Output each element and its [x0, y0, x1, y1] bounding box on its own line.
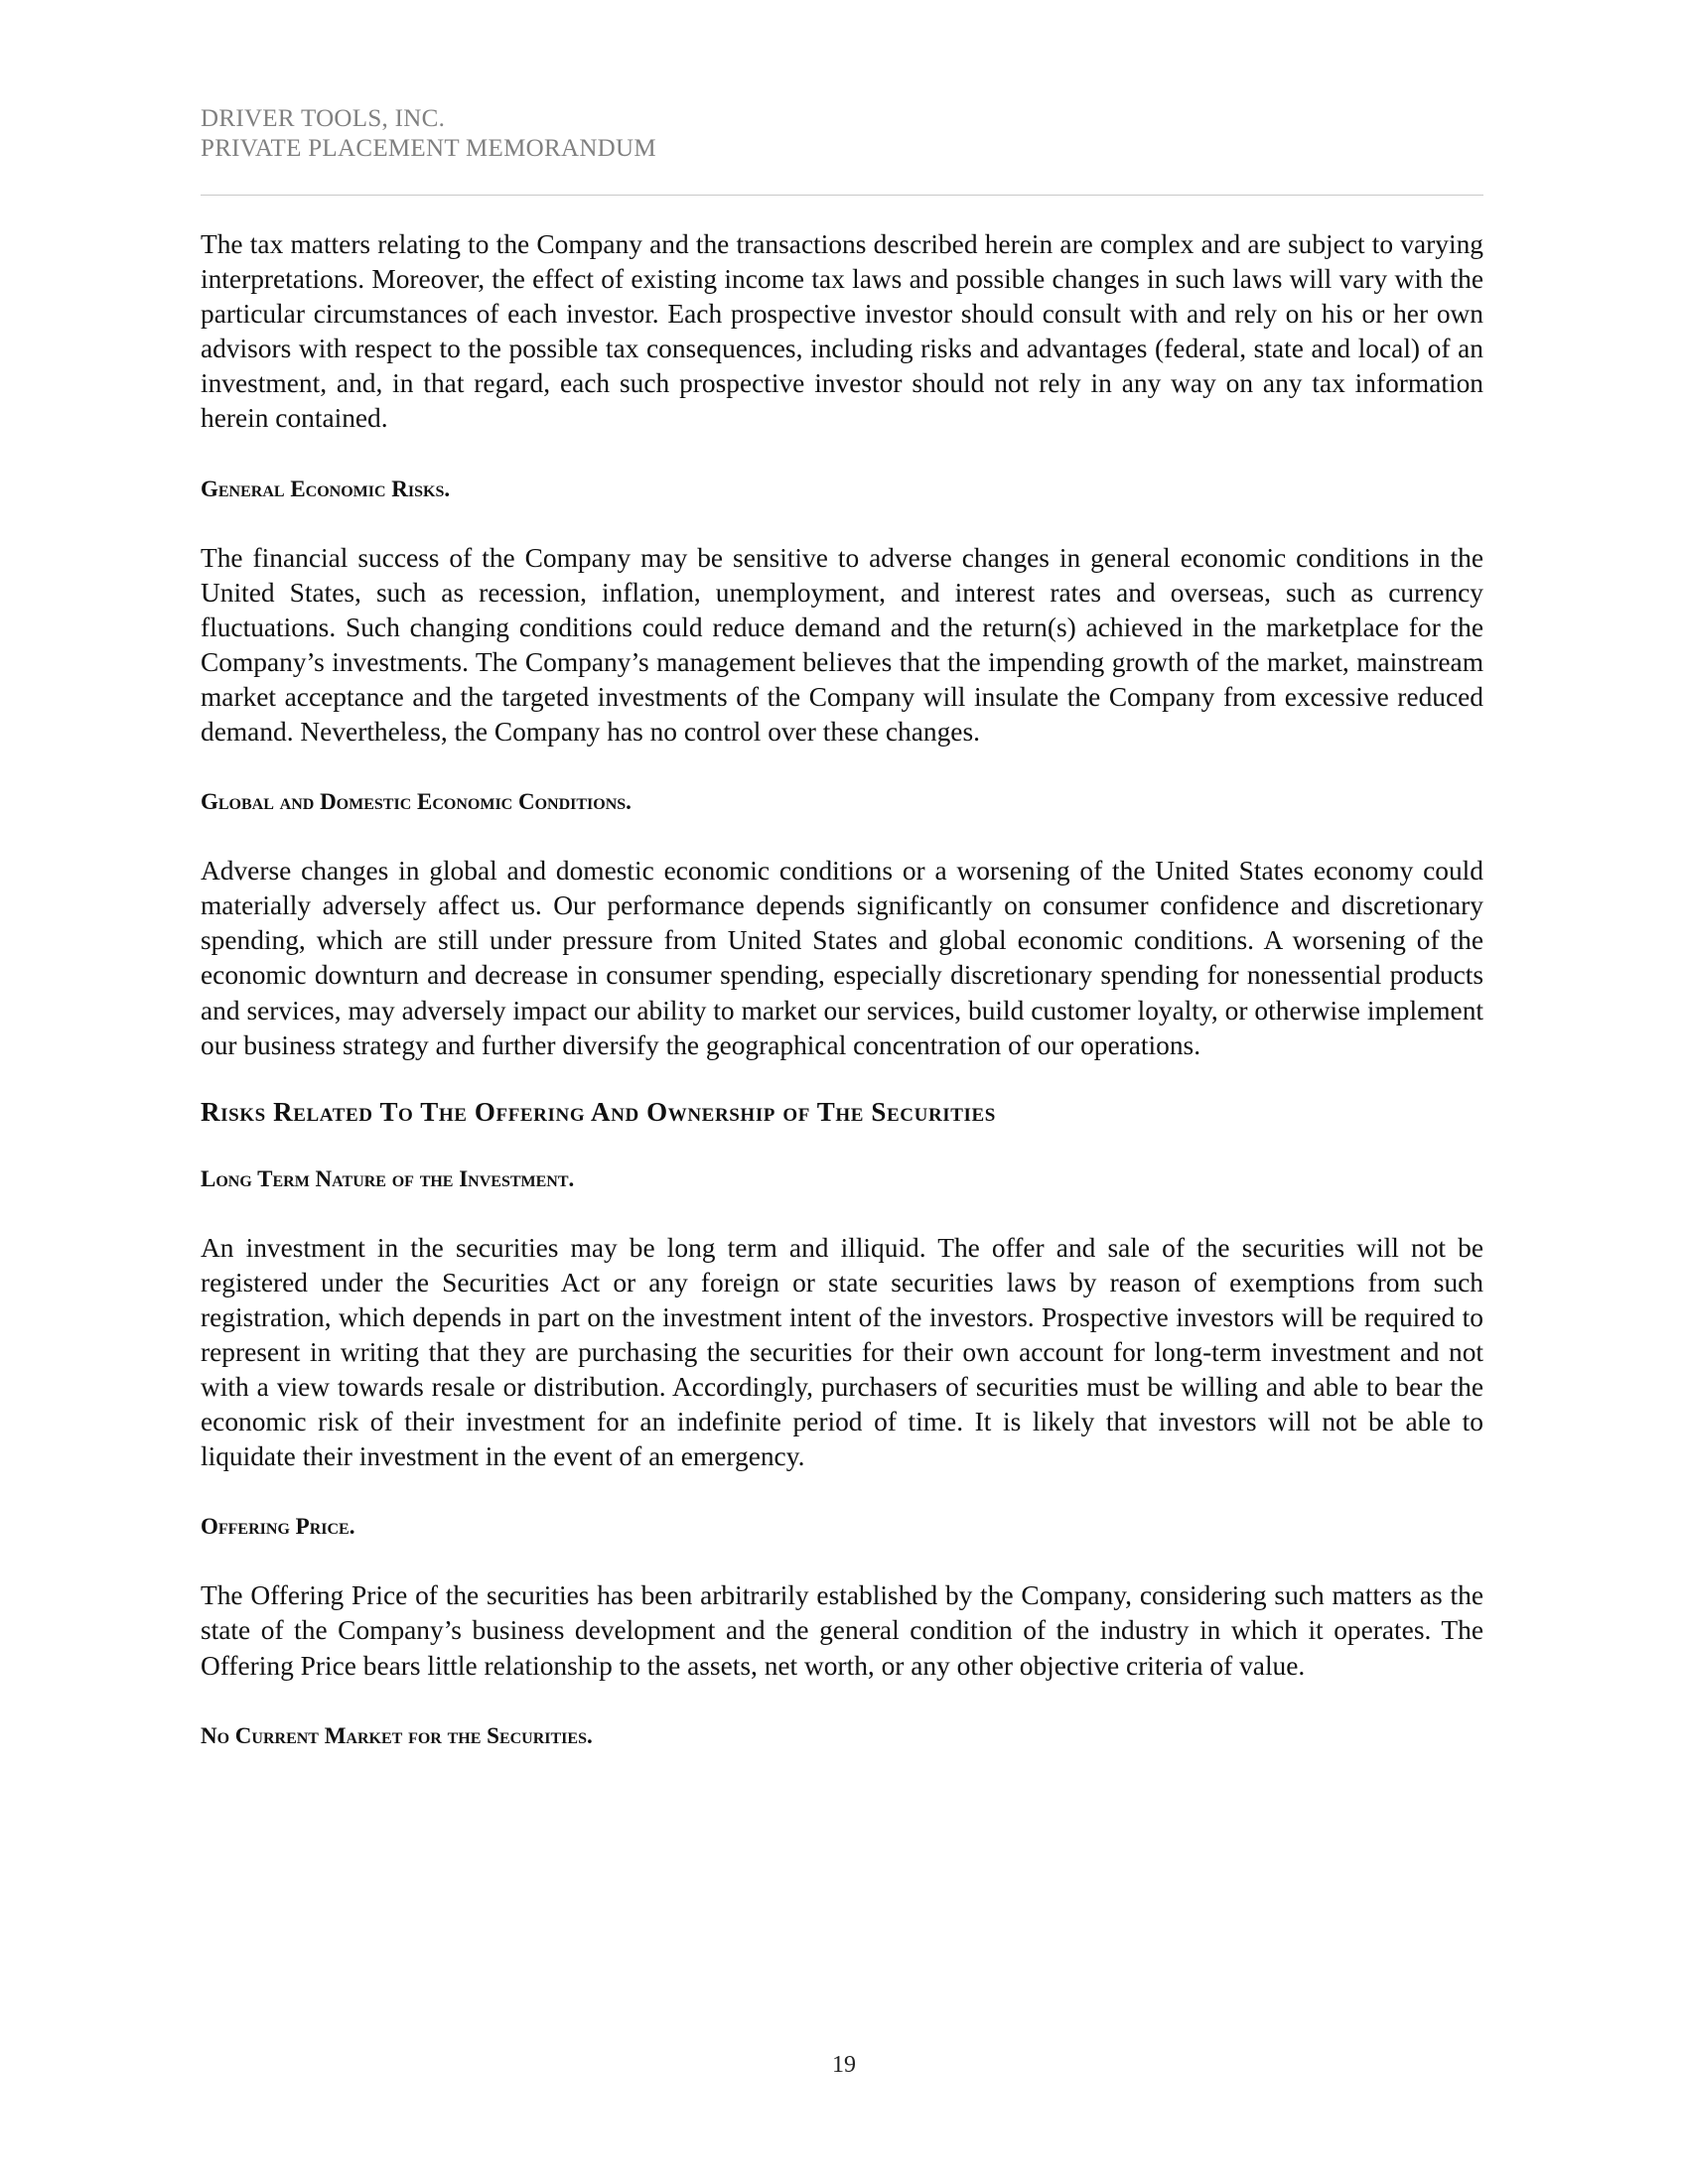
page-number: 19 — [832, 2052, 856, 2078]
no-current-market-heading: No Current Market for the Securities. — [201, 1722, 593, 1748]
offering-price-heading: Offering Price. — [201, 1514, 355, 1540]
general-economic-risks-heading: General Economic Risks. — [201, 476, 451, 501]
general-economic-risks-paragraph: The financial success of the Company may be sensitive to adverse changes in general economic conditions in the United States, such as recession, inflation, unemployment, and interest rates and overseas, such as currency fluctuations. Such changing conditions could reduce demand and the return(s) achieved in the marketplace for the Company’s investments. The Company’s management believes that the impending growth of the market, mainstream market acceptance and the targeted investments of the Company will insulate the Company from excessive reduced demand. Nevertheless, the Company has no control over these changes. — [201, 542, 1483, 748]
running-header — [201, 104, 1483, 164]
header-document-title: PRIVATE PLACEMENT MEMORANDUM — [201, 135, 656, 162]
offering-risks-section-heading: Risks Related To The Offering And Ownership of The Securities — [201, 1096, 996, 1127]
header-divider — [201, 195, 1483, 196]
header-company-name: DRIVER TOOLS, INC. — [201, 105, 446, 132]
tax-matters-paragraph: The tax matters relating to the Company and the transactions described herein are complex and are subject to varying interpretations. Moreover, the effect of existing income tax laws and possible changes in such laws will vary with the particular circumstances of each investor. Each prospective investor should consult with and rely on his or her own advisors with respect to the possible tax consequences, including risks and advantages (federal, state and local) of an investment, and, in that regard, each such prospective investor should not rely in any way on any tax information herein contained. — [201, 229, 1483, 434]
long-term-nature-heading: Long Term Nature of the Investment. — [201, 1165, 575, 1191]
offering-price-paragraph: The Offering Price of the securities has been arbitrarily established by the Company, considering such matters as the state of the Company’s business development and the general condition of the industry in which it operates. The Offering Price bears little relationship to the assets, net worth, or any other objective criteria of value. — [201, 1580, 1483, 1681]
global-domestic-conditions-heading: Global and Domestic Economic Conditions. — [201, 789, 632, 815]
page-body — [201, 227, 1483, 1788]
long-term-nature-paragraph: An investment in the securities may be long term and illiquid. The offer and sale of the securities will not be registered under the Securities Act or any foreign or state securities laws by reason of exemptions from such registration, which depends in part on the investment intent of the investors. Prospective investors will be required to represent in writing that they are purchasing the securities for their own account for long-term investment and not with a view towards resale or distribution. Accordingly, purchasers of securities must be willing and able to bear the economic risk of their investment for an indefinite period of time. It is likely that investors will not be able to liquidate their investment in the event of an emergency. — [201, 1232, 1483, 1472]
global-domestic-conditions-paragraph: Adverse changes in global and domestic economic conditions or a worsening of the United States economy could materially adversely affect us. Our performance depends significantly on consumer confidence and discretionary spending, which are still under pressure from United States and global economic conditions. A worsening of the economic downturn and decrease in consumer spending, especially discretionary spending for nonessential products and services, may adversely impact our ability to market our services, build customer loyalty, or otherwise implement our business strategy and further diversify the geographical concentration of our operations. — [201, 856, 1483, 1060]
